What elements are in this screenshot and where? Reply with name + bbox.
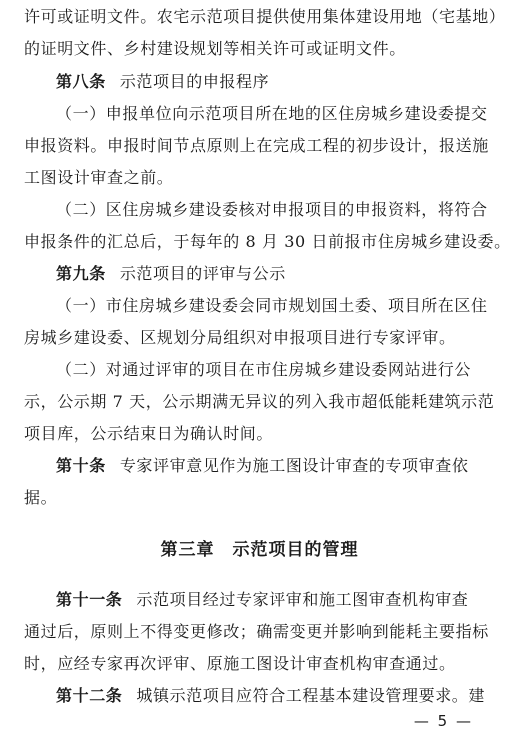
text-line: （二）区住房城乡建设委核对申报项目的申报资料，将符合 [56, 200, 488, 219]
article-12 [56, 685, 501, 707]
text-line: 通过后，原则上不得变更修改；确需变更并影响到能耗主要指标 [24, 622, 489, 641]
text-line: 许可或证明文件。农宅示范项目提供使用集体建设用地（宅基地） [24, 7, 506, 26]
text-line: 工图设计审查之前。 [24, 168, 174, 187]
article-number: 第九条 [56, 264, 106, 283]
text-line: （一）申报单位向示范项目所在地的区住房城乡建设委提交 [56, 104, 488, 123]
text-line: 据。 [24, 488, 58, 507]
article-number: 第八条 [56, 72, 106, 91]
article-10 [56, 455, 501, 477]
article-title: 示范项目的评审与公示 [119, 264, 286, 283]
page-number: — 5 — [413, 712, 473, 730]
article-11 [56, 589, 501, 611]
article-title: 示范项目的申报程序 [119, 72, 270, 91]
article-8-heading [56, 71, 501, 93]
article-text: 示范项目经过专家评审和施工图审查机构审查 [136, 590, 469, 609]
text-line: 时，应经专家再次评审、原施工图设计审查机构审查通过。 [24, 654, 456, 673]
chapter-heading [0, 538, 519, 562]
article-number: 第十条 [56, 456, 106, 475]
article-text: 专家评审意见作为施工图设计审查的专项审查依 [119, 456, 469, 475]
text-line: 项目库，公示结束日为确认时间。 [24, 424, 274, 443]
text-line: 的证明文件、乡村建设规划等相关许可或证明文件。 [24, 39, 406, 58]
text-line: 申报条件的汇总后，于每年的 8 月 30 日前报市住房城乡建设委。 [24, 232, 511, 251]
article-number: 第十二条 [56, 686, 123, 705]
article-text: 城镇示范项目应符合工程基本建设管理要求。建 [136, 686, 486, 705]
text-line: 房城乡建设委、区规划分局组织对申报项目进行专家评审。 [24, 328, 456, 347]
chapter-title: 示范项目的管理 [232, 540, 359, 560]
text-line: 申报资料。申报时间节点原则上在完成工程的初步设计，报送施 [24, 136, 489, 155]
text-line: （一）市住房城乡建设委会同市规划国土委、项目所在区住 [56, 296, 488, 315]
article-number: 第十一条 [56, 590, 123, 609]
article-9-heading [56, 263, 501, 285]
text-line: （二）对通过评审的项目在市住房城乡建设委网站进行公 [56, 360, 472, 379]
text-line: 示，公示期 7 天，公示期满无异议的列入我市超低能耗建筑示范 [24, 392, 495, 411]
chapter-number: 第三章 [160, 540, 215, 560]
